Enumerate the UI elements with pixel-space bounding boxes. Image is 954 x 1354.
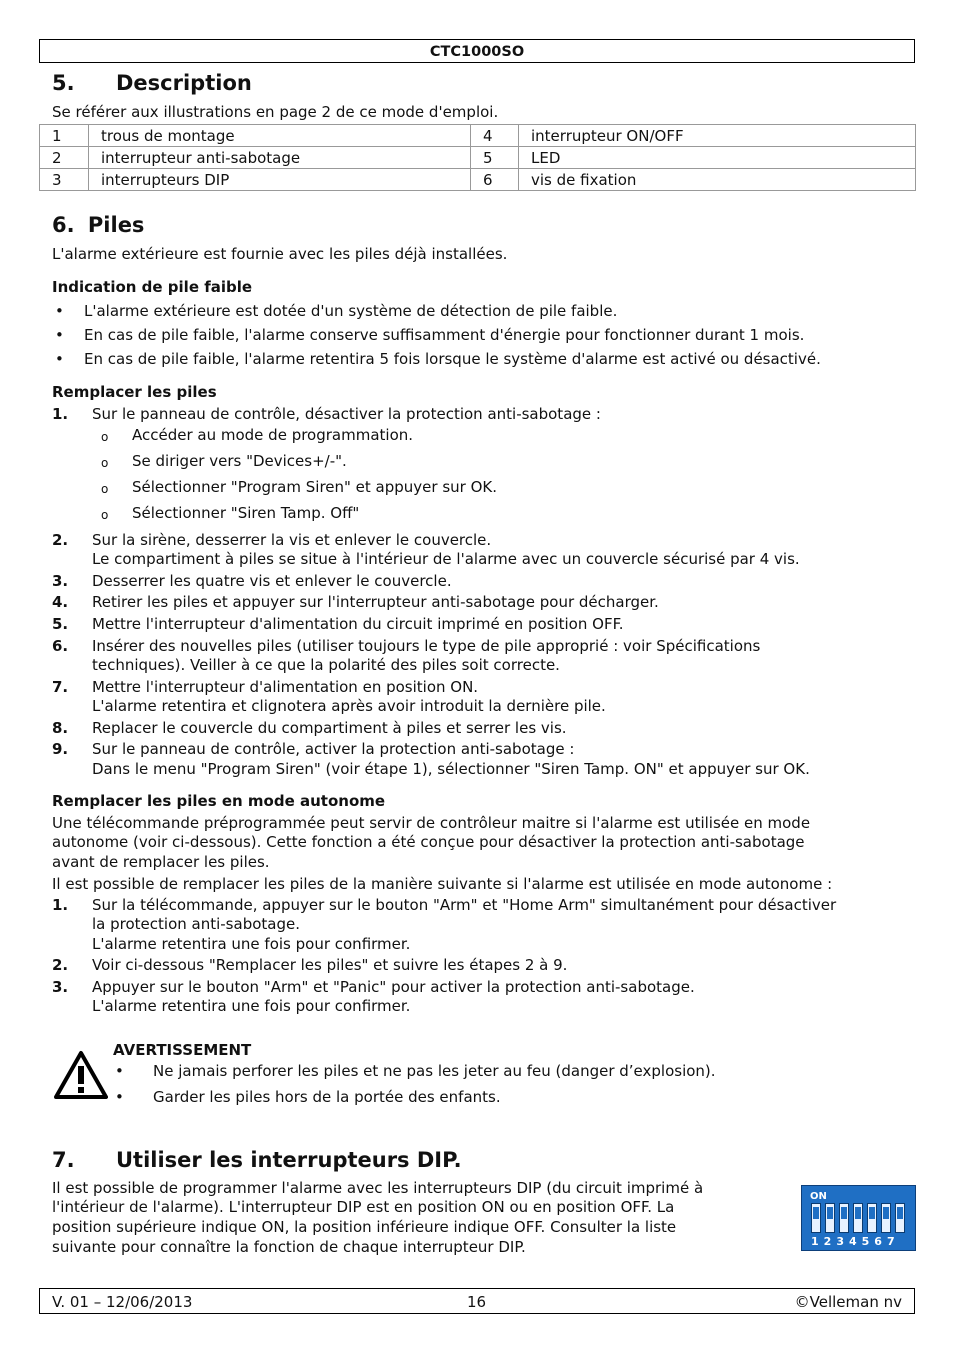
table-cell: vis de fixation xyxy=(519,169,916,191)
paragraph-line: autonome (voir ci-dessous). Cette fonction a été conçue pour désactiver la protection anti-sabotage xyxy=(52,833,805,851)
dip-on-label: ON xyxy=(810,1191,827,1202)
section-number: 6. xyxy=(52,213,75,237)
step-text: Replacer le couvercle du compartiment à piles et serrer les vis. xyxy=(92,719,567,737)
table-row xyxy=(40,147,916,169)
table-row xyxy=(40,125,916,147)
list-item: En cas de pile faible, l'alarme conserve suffisamment d'énergie pour fonctionner durant 1 mois. xyxy=(84,326,805,344)
step-number: 9. xyxy=(52,740,69,758)
dip-toggle xyxy=(853,1203,863,1233)
step-number: 3. xyxy=(52,978,69,996)
table-cell: 3 xyxy=(40,169,89,191)
sub-bullet: o xyxy=(101,482,109,496)
model-label: CTC1000SO xyxy=(429,44,525,60)
table-cell: 2 xyxy=(40,147,89,169)
sub-bullet: o xyxy=(101,430,109,444)
low-battery-heading: Indication de pile faible xyxy=(52,278,253,296)
version-label: V. 01 – 12/06/2013 xyxy=(52,1293,193,1311)
step-number: 2. xyxy=(52,531,69,549)
table-cell: 6 xyxy=(471,169,519,191)
dip-toggle xyxy=(867,1203,877,1233)
step-number: 4. xyxy=(52,593,69,611)
step-number: 1. xyxy=(52,405,69,423)
table-cell: 5 xyxy=(471,147,519,169)
step-number: 1. xyxy=(52,896,69,914)
table-row xyxy=(40,169,916,191)
dip-toggle xyxy=(825,1203,835,1233)
dip-switch-image xyxy=(801,1185,916,1251)
bullet: • xyxy=(115,1088,124,1106)
step-text: Mettre l'interrupteur d'alimentation en position ON. xyxy=(92,678,479,696)
step-text: techniques). Veiller à ce que la polarité des piles soit correcte. xyxy=(92,656,560,674)
step-text: la protection anti-sabotage. xyxy=(92,915,300,933)
sub-item: Accéder au mode de programmation. xyxy=(132,426,414,444)
dip-number: 4 xyxy=(848,1235,862,1248)
step-number: 7. xyxy=(52,678,69,696)
sub-item: Sélectionner "Siren Tamp. Off" xyxy=(132,504,360,522)
dip-toggle xyxy=(881,1203,891,1233)
document-footer xyxy=(39,1288,915,1314)
warning-item: Garder les piles hors de la portée des enfants. xyxy=(153,1088,501,1106)
dip-toggle xyxy=(839,1203,849,1233)
step-text: L'alarme retentira une fois pour confirmer. xyxy=(92,997,411,1015)
replace-heading: Remplacer les piles xyxy=(52,383,217,401)
section-title: Utiliser les interrupteurs DIP. xyxy=(116,1148,462,1172)
dip-toggle xyxy=(811,1203,821,1233)
step-text: Mettre l'interrupteur d'alimentation du circuit imprimé en position OFF. xyxy=(92,615,624,633)
section-7-heading xyxy=(52,1148,462,1172)
sub-bullet: o xyxy=(101,456,109,470)
list-item: En cas de pile faible, l'alarme retentira 5 fois lorsque le système d'alarme est activé ou désactivé. xyxy=(84,350,821,368)
section-title: Piles xyxy=(87,213,145,237)
table-cell: interrupteur anti-sabotage xyxy=(89,147,471,169)
dip-number: 2 xyxy=(823,1235,837,1248)
parts-table xyxy=(39,124,916,191)
copyright-label: ©Velleman nv xyxy=(794,1293,902,1311)
warning-title: AVERTISSEMENT xyxy=(113,1041,252,1059)
paragraph-line: Il est possible de remplacer les piles de la manière suivante si l'alarme est utilisée en mode autonome : xyxy=(52,875,833,893)
table-cell: trous de montage xyxy=(89,125,471,147)
step-text: Sur la sirène, desserrer la vis et enlever le couvercle. xyxy=(92,531,492,549)
bullet: • xyxy=(55,302,64,320)
step-number: 3. xyxy=(52,572,69,590)
step-number: 5. xyxy=(52,615,69,633)
dip-number: 3 xyxy=(836,1235,849,1248)
step-text: Le compartiment à piles se situe à l'intérieur de l'alarme avec un couvercle sécurisé par 4 vis. xyxy=(92,550,800,568)
list-item: L'alarme extérieure est dotée d'un système de détection de pile faible. xyxy=(84,302,618,320)
warning-item: Ne jamais perforer les piles et ne pas les jeter au feu (danger d’explosion). xyxy=(153,1062,716,1080)
paragraph-line: avant de remplacer les piles. xyxy=(52,853,270,871)
step-text: L'alarme retentira et clignotera après avoir introduit la dernière pile. xyxy=(92,697,606,715)
sub-item: Sélectionner "Program Siren" et appuyer sur OK. xyxy=(132,478,498,496)
bullet: • xyxy=(115,1062,124,1080)
warning-icon xyxy=(54,1050,108,1104)
dip-toggle xyxy=(895,1203,905,1233)
section-title: Description xyxy=(116,71,252,95)
step-text: Desserrer les quatre vis et enlever le couvercle. xyxy=(92,572,452,590)
paragraph-line: Il est possible de programmer l'alarme avec les interrupteurs DIP (du circuit imprimé à xyxy=(52,1179,704,1197)
section-number: 5. xyxy=(52,71,75,95)
step-text: Voir ci-dessous "Remplacer les piles" et suivre les étapes 2 à 9. xyxy=(92,956,568,974)
document-header xyxy=(39,39,915,63)
paragraph-line: l'intérieur de l'alarme). L'interrupteur DIP est en position ON ou en position OFF. La xyxy=(52,1198,675,1216)
step-text: Retirer les piles et appuyer sur l'interrupteur anti-sabotage pour décharger. xyxy=(92,593,659,611)
step-text: L'alarme retentira une fois pour confirmer. xyxy=(92,935,411,953)
paragraph-line: suivante pour connaître la fonction de chaque interrupteur DIP. xyxy=(52,1238,526,1256)
section-6-heading xyxy=(52,213,144,237)
page-number: 16 xyxy=(467,1293,487,1311)
table-cell: 4 xyxy=(471,125,519,147)
table-cell: interrupteur ON/OFF xyxy=(519,125,916,147)
bullet: • xyxy=(55,326,64,344)
step-number: 6. xyxy=(52,637,69,655)
step-text: Sur le panneau de contrôle, activer la protection anti-sabotage : xyxy=(92,740,575,758)
step-text: Appuyer sur le bouton "Arm" et "Panic" pour activer la protection anti-sabotage. xyxy=(92,978,695,996)
step-text: Sur le panneau de contrôle, désactiver la protection anti-sabotage : xyxy=(92,405,601,423)
paragraph-line: position supérieure indique ON, la position inférieure indique OFF. Consulter la liste xyxy=(52,1218,677,1236)
dip-number: 7 xyxy=(886,1235,900,1248)
step-text: Insérer des nouvelles piles (utiliser toujours le type de pile approprié : voir Spécifications xyxy=(92,637,761,655)
dip-switches xyxy=(811,1203,907,1233)
dip-numbers xyxy=(811,1235,911,1248)
step-text: Sur la télécommande, appuyer sur le bouton "Arm" et "Home Arm" simultanément pour désactiver xyxy=(92,896,837,914)
section-5-intro: Se référer aux illustrations en page 2 de ce mode d'emploi. xyxy=(52,103,499,121)
paragraph-line: Une télécommande préprogrammée peut servir de contrôleur maitre si l'alarme est utilisée en mode xyxy=(52,814,811,832)
table-cell: interrupteurs DIP xyxy=(89,169,471,191)
step-text: Dans le menu "Program Siren" (voir étape 1), sélectionner "Siren Tamp. ON" et appuyer sur OK. xyxy=(92,760,810,778)
section-6-intro: L'alarme extérieure est fournie avec les piles déjà installées. xyxy=(52,245,508,263)
section-5-heading xyxy=(52,71,252,95)
step-number: 2. xyxy=(52,956,69,974)
sub-item: Se diriger vers "Devices+/-". xyxy=(132,452,347,470)
dip-number: 1 xyxy=(811,1235,824,1248)
section-number: 7. xyxy=(52,1148,75,1172)
autonomous-heading: Remplacer les piles en mode autonome xyxy=(52,792,386,810)
table-cell: 1 xyxy=(40,125,89,147)
table-cell: LED xyxy=(519,147,916,169)
sub-bullet: o xyxy=(101,508,109,522)
step-number: 8. xyxy=(52,719,69,737)
dip-number: 6 xyxy=(874,1235,887,1248)
dip-number: 5 xyxy=(861,1235,875,1248)
bullet: • xyxy=(55,350,64,368)
